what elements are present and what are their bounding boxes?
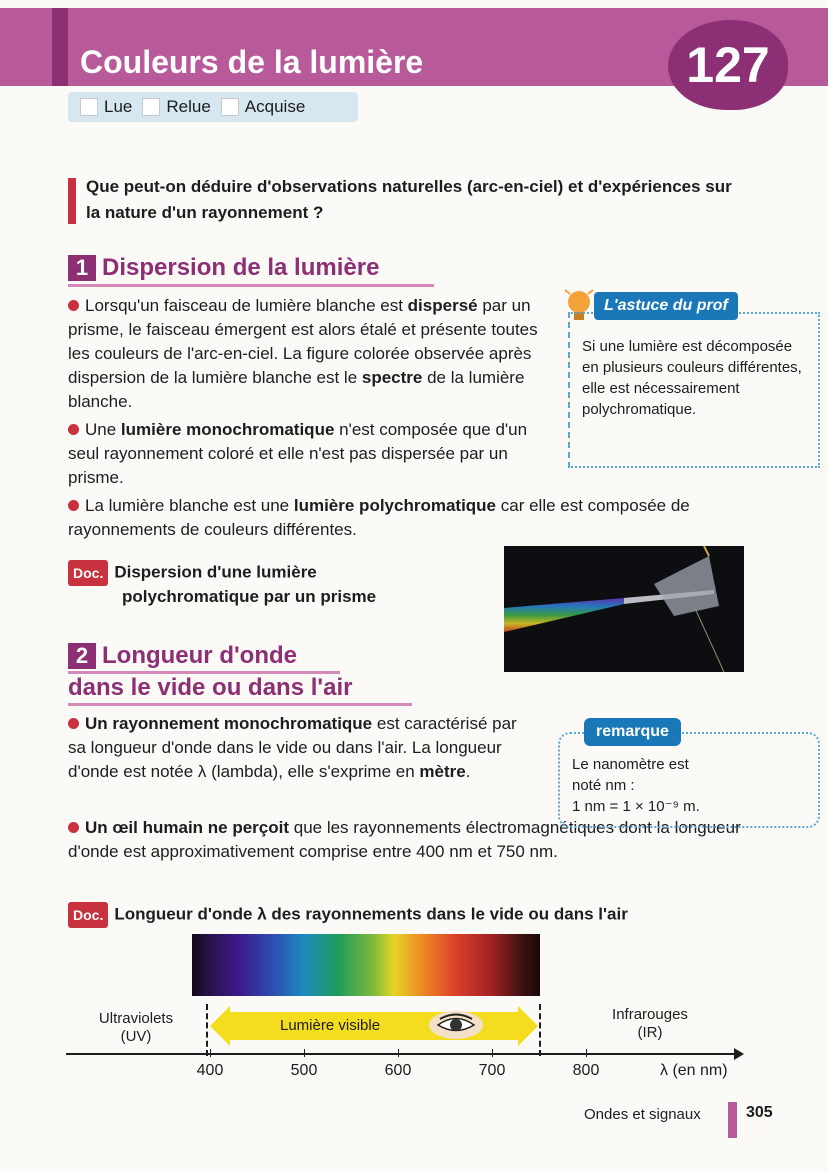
axis-label: λ (en nm) [660,1062,728,1079]
reading-status [68,92,358,122]
page-title: Couleurs de la lumière [80,44,424,80]
eye-icon [428,1010,484,1040]
checkbox-icon[interactable] [142,98,160,116]
remark-line: noté nm : [572,777,635,794]
tip-title: L'astuce du prof [594,292,738,320]
section-1-title: 1 Dispersion de la lumière [68,254,379,282]
remark-line: 1 nm = 1 × 10⁻⁹ m. [572,798,700,815]
doc-1-caption: Doc. Dispersion d'une lumière polychromatique par un prisme [68,560,488,608]
section-underline [68,703,412,706]
bullet-icon [68,718,79,729]
section-underline [68,284,434,287]
footer-section: Ondes et signaux [584,1106,701,1123]
tick-800 [586,1049,587,1057]
section-2-title: 2 Longueur d'onde [68,642,297,670]
page-number: 305 [746,1104,773,1121]
checkbox-icon[interactable] [80,98,98,116]
header-accent [52,8,68,86]
remark-title: remarque [584,718,681,746]
doc-2-caption: Doc. Longueur d'onde λ des rayonnements dans le vide ou dans l'air [68,902,768,928]
tick-label: 700 [478,1062,506,1079]
section-2-title-line-2: dans le vide ou dans l'air [68,674,353,701]
section-number: 2 [68,643,96,669]
footer-bar [728,1102,737,1138]
tip-text: Si une lumière est décomposée en plusieurs couleurs différentes, elle est nécessairement polychromatique. [582,338,802,418]
tick-label: 400 [196,1062,224,1079]
section-2-paragraph-1: Un rayonnement monochromatique est caractérisé par sa longueur d'onde dans le vide ou dans l'air. La longueur d'onde est notée λ (lambda), elle s'exprime en mètre. [68,714,517,781]
bullet-icon [68,822,79,833]
question-marker [68,178,76,224]
bullet-icon [68,424,79,435]
wavelength-axis [66,1053,742,1055]
section-1-paragraph-2: Une lumière monochromatique n'est composée que d'un seul rayonnement coloré et elle n'est pas dispersée par un prisme. [68,420,528,487]
checkbox-icon[interactable] [221,98,239,116]
tick-500 [304,1049,305,1057]
uv-label: Ultraviolets (UV) [98,1010,174,1045]
visible-light-label: Lumière visible [280,1017,381,1034]
section-number: 1 [68,255,96,281]
section-1-paragraph-3: La lumière blanche est une lumière polychromatique car elle est composée de rayonnements de couleurs différentes. [68,496,690,539]
status-lue[interactable]: Lue [80,97,132,117]
section-2-paragraph-2: Un œil humain ne perçoit que les rayonnements électromagnétiques dont la longueur d'onde est approximativement comprise entre 400 nm et 750 nm. [68,818,741,861]
tick-700 [492,1049,493,1057]
tick-600 [398,1049,399,1057]
remark-line: Le nanomètre est [572,756,689,773]
visible-spectrum-band [192,934,540,996]
status-relue[interactable]: Relue [142,97,210,117]
tick-label: 800 [572,1062,600,1079]
prism-dispersion-photo [504,546,744,672]
page-badge: 127 [668,20,788,110]
bullet-icon [68,300,79,311]
remark-box [558,732,820,828]
visible-limit-400 [206,1004,208,1056]
bullet-icon [68,500,79,511]
tip-box [568,312,820,468]
ir-label: Infrarouges (IR) [612,1006,688,1041]
status-acquise[interactable]: Acquise [221,97,305,117]
tick-400 [210,1049,211,1057]
tick-label: 500 [290,1062,318,1079]
section-1-paragraph-1: Lorsqu'un faisceau de lumière blanche est dispersé par un prisme, le faisceau émergent est alors étalé et présente toutes les couleurs de l'arc-en-ciel. La figure colorée observée après dispersion de la lumière blanche est le spectre de la lumière blanche. [68,296,538,411]
doc-tag: Doc. [68,560,108,586]
axis-arrow-icon [734,1048,744,1060]
doc-tag: Doc. [68,902,108,928]
guiding-question: Que peut-on déduire d'observations naturelles (arc-en-ciel) et d'expériences sur la nature d'un rayonnement ? [86,177,732,222]
tick-label: 600 [384,1062,412,1079]
